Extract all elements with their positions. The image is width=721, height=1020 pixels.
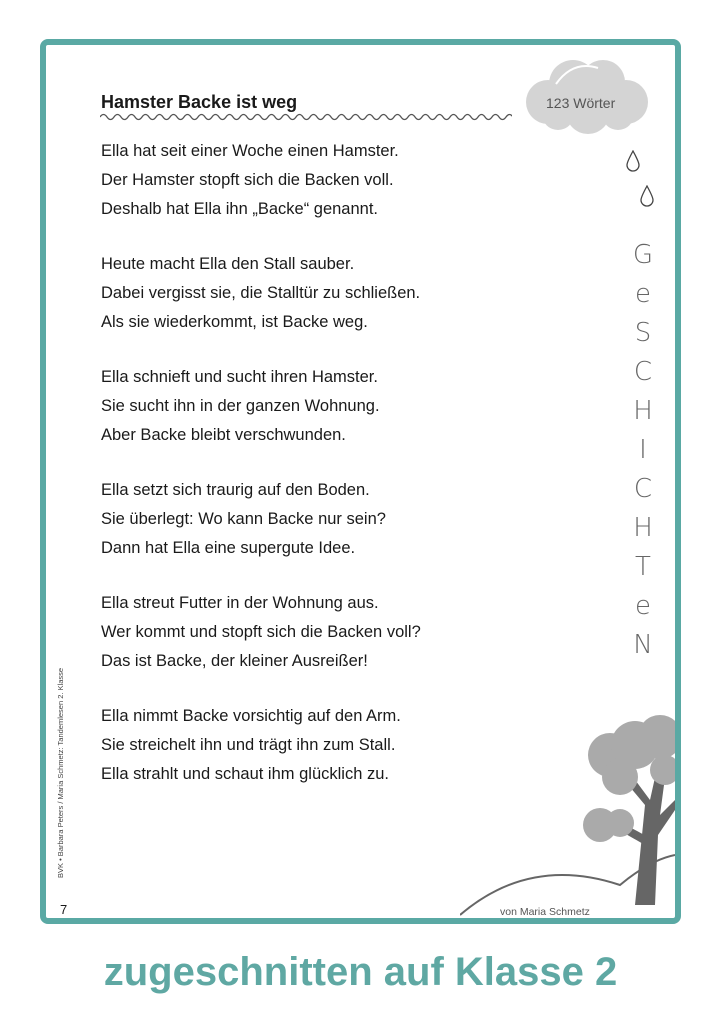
raindrop-icon: [639, 185, 655, 207]
story-line: Deshalb hat Ella ihn „Backe“ genannt.: [101, 200, 379, 218]
vertical-letter: H: [633, 513, 653, 543]
story-line: Ella strahlt und schaut ihm glücklich zu.: [101, 765, 389, 783]
story-line: Heute macht Ella den Stall sauber.: [101, 255, 355, 273]
story-line: Sie überlegt: Wo kann Backe nur sein?: [101, 510, 386, 528]
story-line: Sie sucht ihn in der ganzen Wohnung.: [101, 397, 380, 415]
page-number: 7: [60, 902, 68, 917]
tree-hill-illustration: [460, 715, 675, 920]
story-line: Ella setzt sich traurig auf den Boden.: [101, 481, 370, 499]
story-line: Dann hat Ella eine supergute Idee.: [101, 539, 356, 557]
story-line: Ella streut Futter in der Wohnung aus.: [101, 594, 379, 612]
vertical-letter: G: [632, 240, 654, 270]
raindrop-icon: [625, 150, 641, 172]
story-line: Ella nimmt Backe vorsichtig auf den Arm.: [101, 707, 401, 725]
story-line: Ella hat seit einer Woche einen Hamster.: [101, 142, 399, 160]
vertical-letter: T: [635, 552, 651, 582]
story-line: Aber Backe bleibt verschwunden.: [101, 426, 346, 444]
word-count: 123 Wörter: [546, 95, 616, 111]
story-line: Als sie wiederkommt, ist Backe weg.: [101, 313, 368, 331]
banner-text: zugeschnitten auf Klasse 2: [103, 950, 618, 994]
story-line: Wer kommt und stopft sich die Backen voll?: [101, 623, 421, 641]
wavy-underline: [100, 112, 512, 122]
vertical-letter: e: [635, 591, 651, 621]
author-credit: von Maria Schmetz: [500, 906, 590, 918]
vertical-letter: S: [634, 318, 652, 348]
story-title: Hamster Backe ist weg: [101, 92, 298, 112]
vertical-letter: I: [639, 435, 647, 465]
story-line: Das ist Backe, der kleiner Ausreißer!: [101, 652, 368, 670]
story-line: Sie streichelt ihn und trägt ihn zum Stall.: [101, 736, 396, 754]
story-line: Dabei vergisst sie, die Stalltür zu schließen.: [101, 284, 421, 302]
vertical-letter: H: [633, 396, 653, 426]
story-line: Der Hamster stopft sich die Backen voll.: [101, 171, 394, 189]
vertical-letter: C: [633, 474, 653, 504]
vertical-letter: N: [633, 630, 653, 660]
vertical-letter: C: [633, 357, 653, 387]
vertical-letter: e: [635, 279, 651, 309]
story-line: Ella schnieft und sucht ihren Hamster.: [101, 368, 378, 386]
side-credit: BVK • Barbara Peters / Maria Schmetz: Tandemlesen 2. Klasse: [56, 667, 65, 878]
